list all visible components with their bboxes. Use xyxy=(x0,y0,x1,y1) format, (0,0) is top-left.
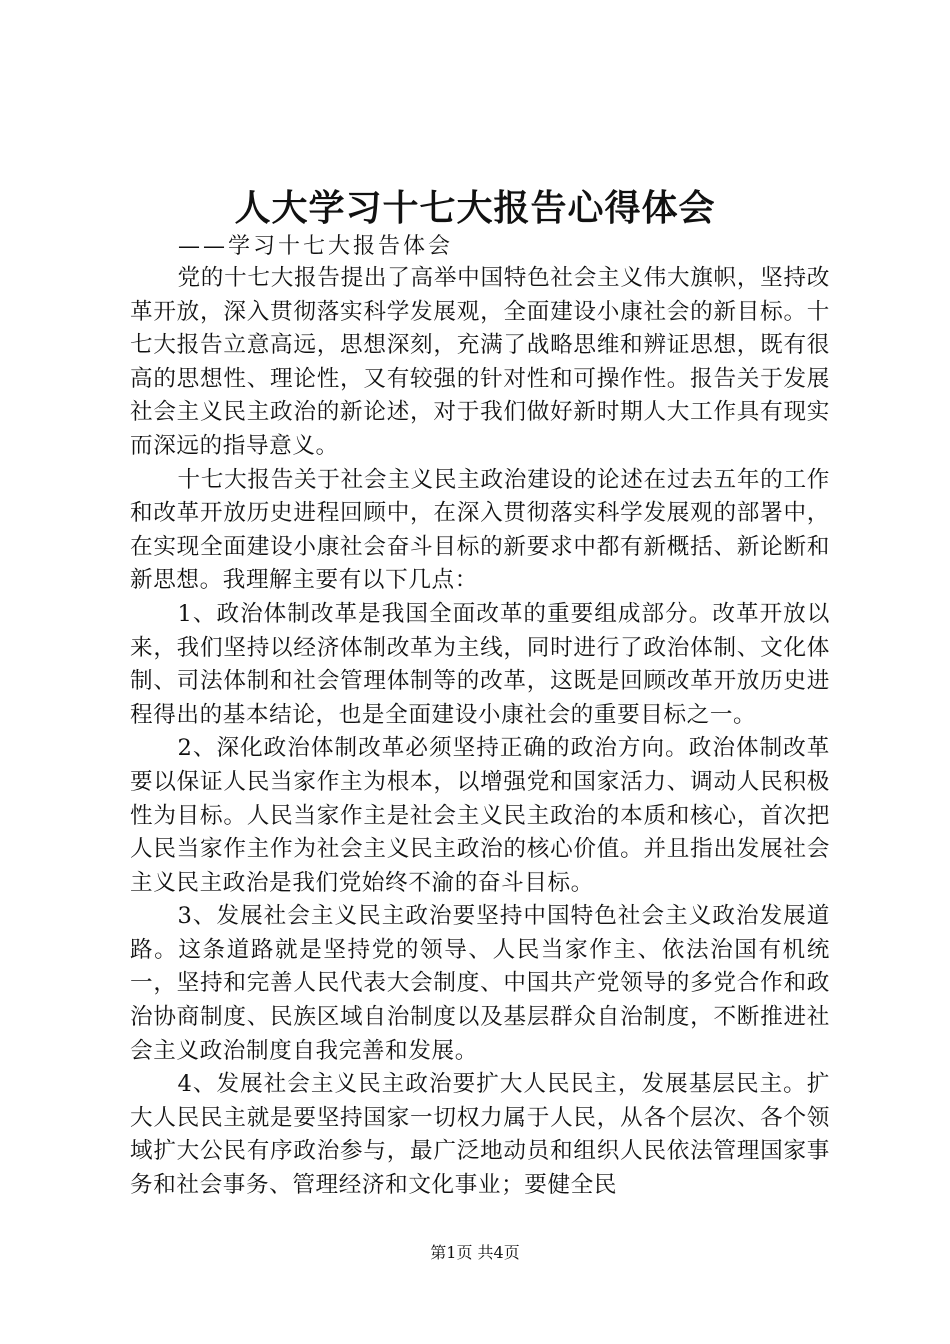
paragraph-point-2: 2、深化政治体制改革必须坚持正确的政治方向。政治体制改革要以保证人民当家作主为根本，以增强党和国家活力、调动人民积极性为目标。人民当家作主是社会主义民主政治的本质和核心，首次把人民当家作主作为社会主义民主政治的核心价值。并且指出发展社会主义民主政治是我们党始终不渝的奋斗目标。 xyxy=(130,735,830,896)
paragraph-intro: 党的十七大报告提出了高举中国特色社会主义伟大旗帜，坚持改革开放，深入贯彻落实科学发展观，全面建设小康社会的新目标。十七大报告立意高远，思想深刻，充满了战略思维和辨证思想，既有很高的思想性、理论性，又有较强的针对性和可操作性。报告关于发展社会主义民主政治的新论述，对于我们做好新时期人大工作具有现实而深远的指导意义。 xyxy=(130,265,830,459)
document-subtitle: ——学习十七大报告体会 xyxy=(178,234,454,259)
paragraph-overview: 十七大报告关于社会主义民主政治建设的论述在过去五年的工作和改革开放历史进程回顾中，在深入贯彻落实科学发展观的部署中，在实现全面建设小康社会奋斗目标的新要求中都有新概括、新论断和新思想。我理解主要有以下几点： xyxy=(130,466,830,594)
document-body xyxy=(130,262,830,1203)
paragraph-point-4: 4、发展社会主义民主政治要扩大人民民主，发展基层民主。扩大人民民主就是要坚持国家一切权力属于人民，从各个层次、各个领域扩大公民有序政治参与，最广泛地动员和组织人民依法管理国家事务和社会事务、管理经济和文化事业；要健全民 xyxy=(130,1071,830,1199)
paragraph-point-1: 1、政治体制改革是我国全面改革的重要组成部分。改革开放以来，我们坚持以经济体制改革为主线，同时进行了政治体制、文化体制、司法体制和社会管理体制等的改革，这既是回顾改革开放历史进程得出的基本结论，也是全面建设小康社会的重要目标之一。 xyxy=(130,600,830,728)
paragraph-point-3: 3、发展社会主义民主政治要坚持中国特色社会主义政治发展道路。这条道路就是坚持党的领导、人民当家作主、依法治国有机统一，坚持和完善人民代表大会制度、中国共产党领导的多党合作和政治协商制度、民族区域自治制度以及基层群众自治制度，不断推进社会主义政治制度自我完善和发展。 xyxy=(130,903,830,1064)
document-title: 人大学习十七大报告心得体会 xyxy=(234,187,716,229)
page-footer: 第1页 共4页 xyxy=(430,1243,520,1262)
